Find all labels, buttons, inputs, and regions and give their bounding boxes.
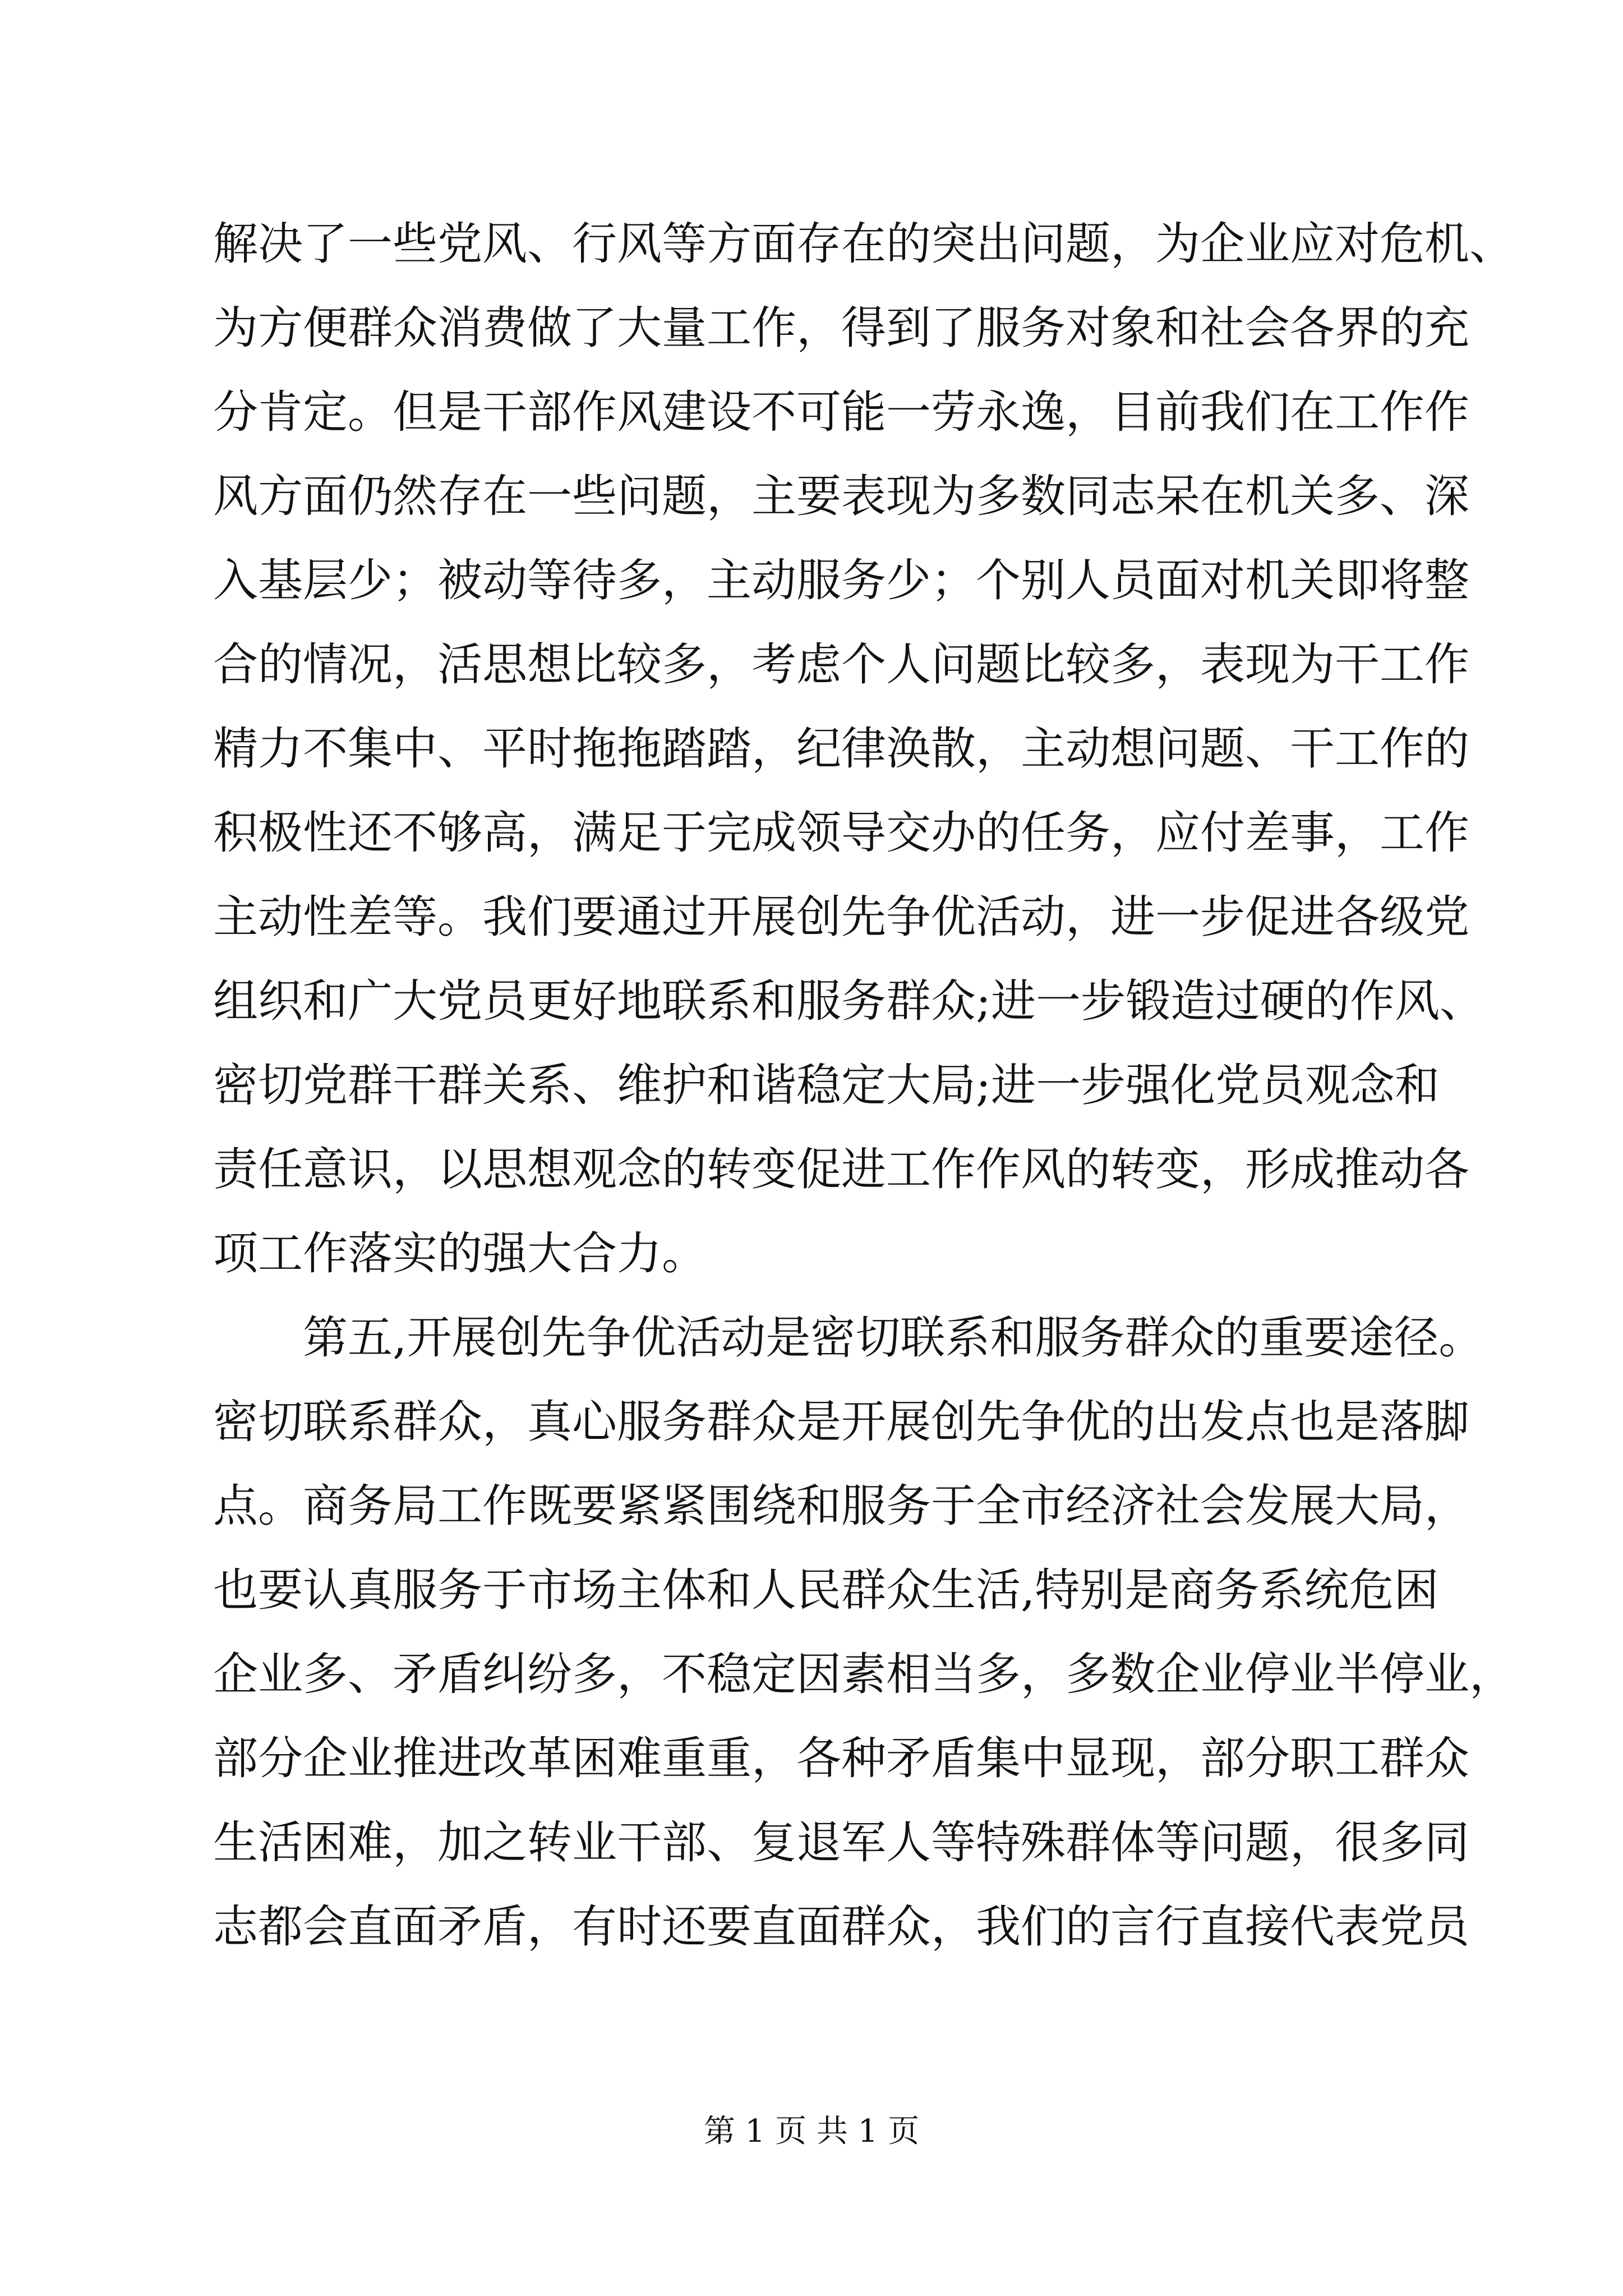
text-line-8: 积极性还不够高，满足于完成领导交办的任务，应付差事，工作 — [213, 807, 1469, 859]
text-line-14: 第五,开展创先争优活动是密切联系和服务群众的重要途径。 — [303, 1312, 1484, 1364]
text-line-18: 企业多、矛盾纠纷多，不稳定因素相当多，多数企业停业半停业， — [213, 1648, 1514, 1700]
text-line-20: 生活困难，加之转业干部、复退军人等特殊群体等问题，很多同 — [213, 1816, 1469, 1869]
text-line-21: 志都会直面矛盾，有时还要直面群众，我们的言行直接代表党员 — [213, 1901, 1469, 1953]
text-line-2: 为方便群众消费做了大量工作，得到了服务对象和社会各界的充 — [213, 302, 1469, 354]
text-line-13: 项工作落实的强大合力。 — [213, 1227, 707, 1280]
text-line-10: 组织和广大党员更好地联系和服务群众;进一步锻造过硬的作风、 — [213, 975, 1484, 1027]
text-line-12: 责任意识，以思想观念的转变促进工作作风的转变，形成推动各 — [213, 1143, 1469, 1195]
text-line-17: 也要认真服务于市场主体和人民群众生活,特别是商务系统危困 — [213, 1564, 1439, 1616]
page-footer: 第 1 页 共 1 页 — [703, 2113, 920, 2150]
text-line-7: 精力不集中、平时拖拖踏踏，纪律涣散，主动想问题、干工作的 — [213, 723, 1469, 775]
text-line-5: 入基层少；被动等待多，主动服务少；个别人员面对机关即将整 — [213, 554, 1469, 606]
text-line-1: 解决了一些党风、行风等方面存在的突出问题，为企业应对危机、 — [213, 218, 1514, 270]
document-body — [213, 202, 1514, 1969]
text-line-6: 合的情况，活思想比较多，考虑个人问题比较多，表现为干工作 — [213, 638, 1469, 691]
text-line-19: 部分企业推进改革困难重重，各种矛盾集中显现，部分职工群众 — [213, 1732, 1469, 1784]
text-line-4: 风方面仍然存在一些问题，主要表现为多数同志呆在机关多、深 — [213, 470, 1469, 522]
text-line-16: 点。商务局工作既要紧紧围绕和服务于全市经济社会发展大局， — [213, 1480, 1469, 1532]
text-line-15: 密切联系群众，真心服务群众是开展创先争优的出发点也是落脚 — [213, 1396, 1469, 1448]
text-line-9: 主动性差等。我们要通过开展创先争优活动，进一步促进各级党 — [213, 891, 1469, 943]
text-line-11: 密切党群干群关系、维护和谐稳定大局;进一步强化党员观念和 — [213, 1059, 1440, 1111]
text-line-3: 分肯定。但是干部作风建设不可能一劳永逸，目前我们在工作作 — [213, 386, 1469, 438]
